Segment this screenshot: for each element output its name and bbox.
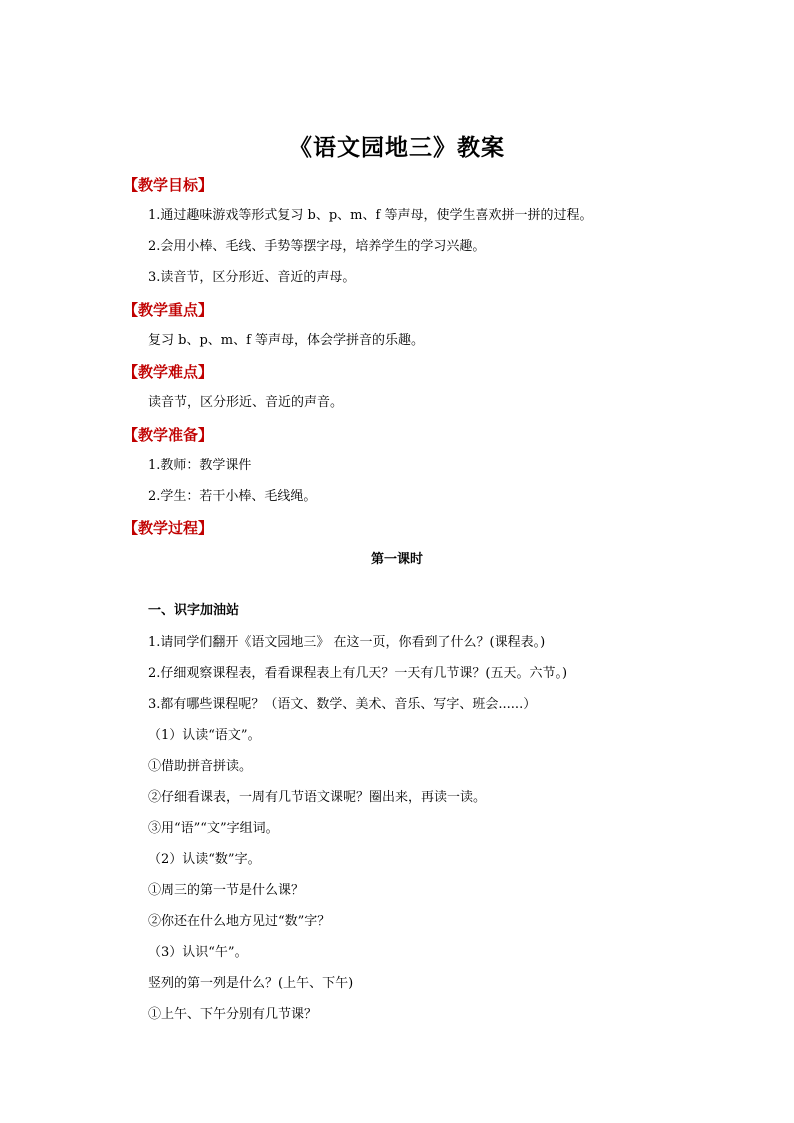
lesson-title: 第一课时: [370, 552, 423, 567]
process-item-13: ①上午、下午分别有几节课？: [148, 1007, 318, 1022]
preparation-item-1: 1.教师：教学课件: [148, 458, 252, 473]
process-item-12: 竖列的第一列是什么？(上午、下午): [148, 976, 354, 991]
heading-teaching-goals: 【教学目标】: [123, 176, 214, 194]
difficulty-item-1: 读音节，区分形近、音近的声音。: [148, 395, 344, 410]
process-item-5: ①借助拼音拼读。: [148, 759, 253, 774]
document-title: 《语文园地三》教案: [289, 134, 505, 161]
heading-difficulties: 【教学难点】: [123, 363, 214, 381]
process-item-7: ③用“语”“文”字组词。: [148, 821, 279, 836]
preparation-item-2: 2.学生：若干小棒、毛线绳。: [148, 489, 317, 504]
process-item-8: （2）认读“数”字。: [148, 852, 261, 867]
part-title: 一、识字加油站: [148, 603, 240, 618]
goal-item-1: 1.通过趣味游戏等形式复习 b、p、m、f 等声母，使学生喜欢拼一拼的过程。: [148, 208, 593, 223]
key-point-item-1: 复习 b、p、m、f 等声母，体会学拼音的乐趣。: [148, 333, 425, 348]
process-item-4: （1）认读“语文”。: [148, 728, 261, 743]
process-item-6: ②仔细看课表，一周有几节语文课呢？圈出来，再读一读。: [148, 790, 487, 805]
process-item-1: 1.请同学们翻开《语文园地三》 在这一页，你看到了什么？(课程表。): [148, 635, 546, 650]
process-item-3: 3.都有哪些课程呢？（语文、数学、美术、音乐、写字、班会......）: [148, 697, 537, 712]
process-item-11: （3）认识“午”。: [148, 945, 248, 960]
process-item-9: ①周三的第一节是什么课？: [148, 883, 305, 898]
heading-preparation: 【教学准备】: [123, 426, 214, 444]
goal-item-3: 3.读音节，区分形近、音近的声母。: [148, 270, 356, 285]
heading-teaching-process: 【教学过程】: [123, 519, 214, 537]
heading-key-points: 【教学重点】: [123, 301, 214, 319]
goal-item-2: 2.会用小棒、毛线、手势等摆字母，培养学生的学习兴趣。: [148, 239, 486, 254]
process-item-2: 2.仔细观察课程表，看看课程表上有几天？一天有几节课？(五天。六节。): [148, 666, 568, 681]
process-item-10: ②你还在什么地方见过“数”字？: [148, 914, 331, 929]
